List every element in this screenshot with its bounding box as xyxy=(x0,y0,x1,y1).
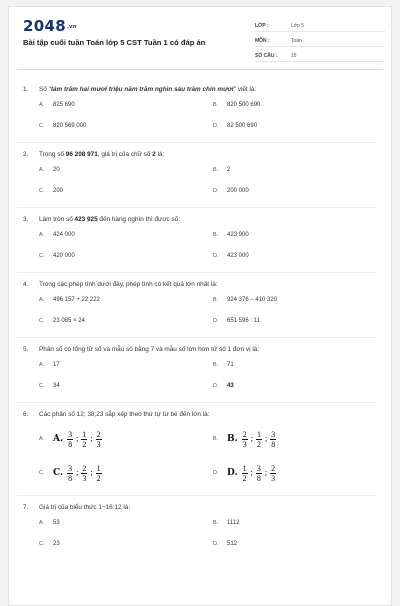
question-divider xyxy=(17,272,377,273)
answer-options xyxy=(23,355,391,397)
option-a[interactable]: A. A. 3 8 ; 1 2 ; 2 3 xyxy=(39,422,213,456)
fraction: 1 2 xyxy=(256,429,261,449)
answer-options xyxy=(23,513,391,555)
option-c[interactable]: C. C. 3 8 ; 2 3 ; 1 2 xyxy=(39,456,213,490)
meta-row-question-count: SỐ CÂU : 15 xyxy=(255,49,385,62)
question-2 xyxy=(23,149,391,202)
answer-options xyxy=(23,290,391,332)
option-d[interactable]: D. 651 596 : 11 xyxy=(213,318,260,324)
option-d[interactable]: D. D. 1 2 ; 3 8 ; 2 3 xyxy=(213,456,387,490)
option-c[interactable]: C. 820 569 000 xyxy=(39,123,87,129)
option-c[interactable]: C. 200 xyxy=(39,188,64,194)
fraction: 3 8 xyxy=(256,463,261,483)
question-text: 6. Các phân số 12; 38;23 sắp xếp theo thứ tự từ bé đến lớn là: xyxy=(23,411,210,418)
option-b[interactable]: B. 820 500 690 xyxy=(213,102,261,108)
question-divider xyxy=(17,142,377,143)
fraction-sequence: 3 8 ; 2 3 ; 1 2 xyxy=(68,463,101,483)
option-d[interactable]: D. 43 xyxy=(213,383,234,389)
option-d[interactable]: D. 200 000 xyxy=(213,188,249,194)
fraction: 3 8 xyxy=(271,429,276,449)
fraction: 3 8 xyxy=(68,463,73,483)
option-b[interactable]: B. 423 900 xyxy=(213,232,249,238)
fraction: 1 2 xyxy=(82,429,87,449)
option-c[interactable]: C. 23 xyxy=(39,541,60,547)
question-text: 5. Phân số có tổng tử số và mẫu số bằng 7 và mẫu số lớn hơn tử số 1 đơn vị là: xyxy=(23,346,260,353)
fraction: 1 2 xyxy=(96,463,101,483)
option-c[interactable]: C. 23 085 × 24 xyxy=(39,318,85,324)
question-divider xyxy=(17,337,377,338)
fraction: 2 3 xyxy=(242,429,247,449)
question-1 xyxy=(23,84,391,137)
site-logo[interactable]: 2048.vn xyxy=(23,17,77,35)
question-text: 3. Làm tròn số 423 925 đến hàng nghìn thì được số: xyxy=(23,216,181,223)
question-3 xyxy=(23,214,391,267)
question-text: 2. Trong số 96 208 971, giá trị của chữ số 2 là: xyxy=(23,151,165,158)
option-d[interactable]: D. 423 000 xyxy=(213,253,249,259)
question-6 xyxy=(23,409,391,490)
option-b[interactable]: B. 2 xyxy=(213,167,231,173)
fraction: 2 3 xyxy=(82,463,87,483)
question-5 xyxy=(23,344,391,397)
question-list xyxy=(9,70,391,555)
fraction-sequence: 3 8 ; 1 2 ; 2 3 xyxy=(68,429,101,449)
question-text: 4. Trong các phép tính dưới đây, phép tính có kết quả lớn nhất là: xyxy=(23,281,218,288)
option-d[interactable]: D. 82 500 690 xyxy=(213,123,258,129)
answer-options xyxy=(23,420,391,490)
question-text: 7. Giá trị của biểu thức 1−16:12 là: xyxy=(23,504,131,511)
option-a[interactable]: A. 825 690 xyxy=(39,102,75,108)
option-a[interactable]: A. 17 xyxy=(39,362,60,368)
answer-options xyxy=(23,160,391,202)
option-b[interactable]: B. B. 2 3 ; 1 2 ; 3 8 xyxy=(213,422,387,456)
option-c[interactable]: C. 420 000 xyxy=(39,253,75,259)
document-page xyxy=(8,6,392,606)
answer-options xyxy=(23,95,391,137)
fraction-sequence: 1 2 ; 3 8 ; 2 3 xyxy=(242,463,276,483)
meta-row-subject: MÔN : Toán xyxy=(255,34,385,47)
document-meta xyxy=(255,19,385,64)
fraction: 3 8 xyxy=(68,429,73,449)
question-7 xyxy=(23,502,391,555)
option-b[interactable]: B. 1112 xyxy=(213,520,240,526)
document-header xyxy=(9,7,391,69)
question-divider xyxy=(17,402,377,403)
option-a[interactable]: A. 424 000 xyxy=(39,232,75,238)
option-b[interactable]: B. 71 xyxy=(213,362,234,368)
meta-row-class: LỚP : Lớp 5 xyxy=(255,19,385,32)
fraction: 2 3 xyxy=(271,463,276,483)
question-divider xyxy=(17,495,377,496)
fraction-sequence: 2 3 ; 1 2 ; 3 8 xyxy=(242,429,276,449)
fraction: 1 2 xyxy=(242,463,247,483)
fraction: 2 3 xyxy=(96,429,101,449)
option-a[interactable]: A. 496 157 + 22 222 xyxy=(39,297,100,303)
answer-options xyxy=(23,225,391,267)
question-4 xyxy=(23,279,391,332)
option-c[interactable]: C. 34 xyxy=(39,383,60,389)
option-b[interactable]: B. 924 376 – 410 320 xyxy=(213,297,278,303)
question-divider xyxy=(17,207,377,208)
option-d[interactable]: D. 512 xyxy=(213,541,238,547)
option-a[interactable]: A. 53 xyxy=(39,520,60,526)
question-text: 1. Số "tám trăm hai mươi triệu năm trăm nghìn sáu trăm chín mươi" viết là: xyxy=(23,86,257,93)
option-a[interactable]: A. 20 xyxy=(39,167,60,173)
document-title: Bài tập cuối tuần Toán lớp 5 CST Tuần 1 có đáp án xyxy=(23,38,206,47)
